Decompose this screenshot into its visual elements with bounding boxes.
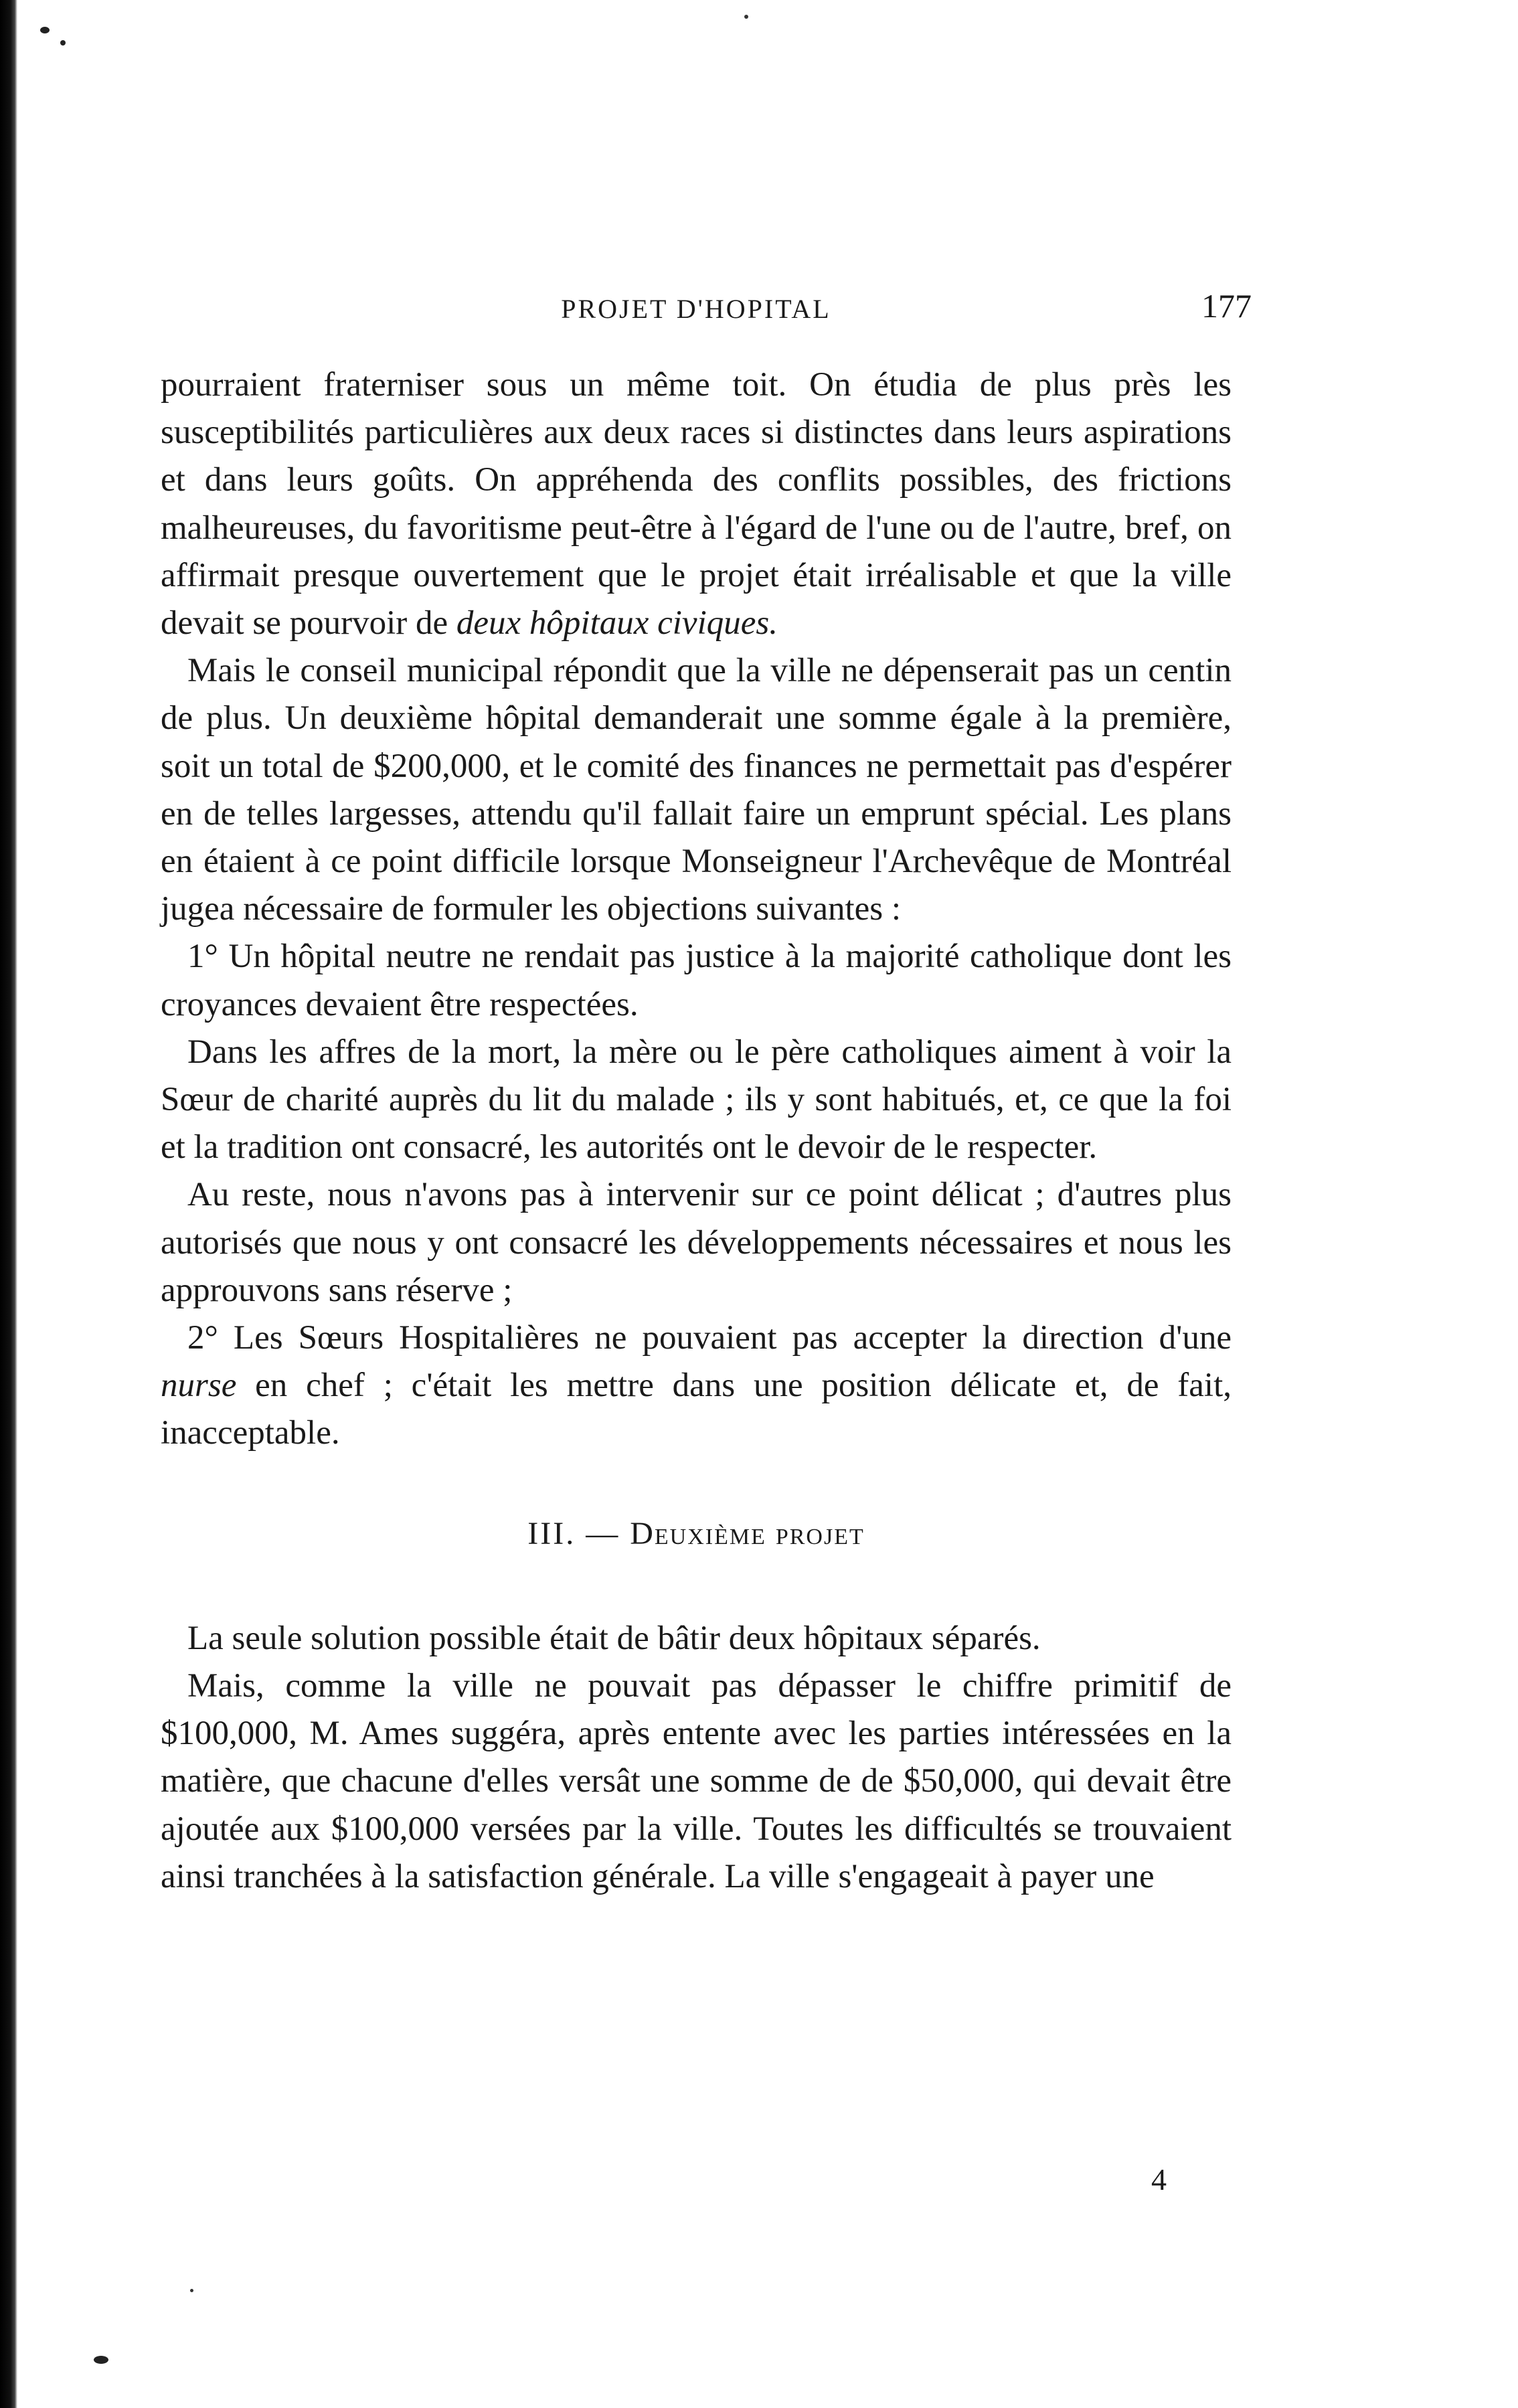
paragraph-1-text: pourraient fraterniser sous un même toit. On étudia de plus près les susceptibilités particulières aux deux races si distinctes dans leurs aspirations et dans leurs goûts. On appréhenda des conflits possibles, des frictions malheureuses, du favoritisme peut-être à l'égard de l'une ou de l'autre, bref, on affirmait presque ouvertement que le projet était irréalisable et que la ville devait se pourvoir de: [161, 366, 1232, 642]
section-heading: [161, 1510, 1232, 1557]
paragraph-3: 1° Un hôpital neutre ne rendait pas justice à la majorité catholique dont les croyances devaient être respectées.: [161, 938, 1232, 1023]
running-head: [161, 281, 1252, 328]
paragraph-6-text-b: en chef ; c'était les mettre dans une position délicate et, de fait, inacceptable.: [161, 1367, 1232, 1452]
paragraph-5: Au reste, nous n'avons pas à intervenir sur ce point délicat ; d'autres plus autorisés que nous y ont consacré les développements nécessaires et nous les approuvons sans réserve ;: [161, 1176, 1232, 1309]
paragraph-7: La seule solution possible était de bâtir deux hôpitaux séparés.: [187, 1619, 1041, 1657]
binding-speck: [40, 27, 50, 33]
running-title: PROJET D'HOPITAL: [561, 294, 831, 324]
paragraph-2: Mais le conseil municipal répondit que la ville ne dépenserait pas un centin de plus. Un deuxième hôpital demanderait une somme égale à la première, soit un total de $200,000, et le comité des finances ne permettait pas d'espérer en de telles largesses, attendu qu'il fallait faire un emprunt spécial. Les plans en étaient à ce point difficile lorsque Monseigneur l'Archevêque de Montréal jugea nécessaire de formuler les objections suivantes :: [161, 652, 1232, 928]
section-heading-number: III. —: [527, 1515, 630, 1551]
page-binding-edge: [0, 0, 17, 2408]
binding-speck: [60, 40, 66, 46]
binding-speck: [94, 2356, 108, 2364]
paragraph-6-italic: nurse: [161, 1367, 237, 1405]
paragraph-6-text-a: 2° Les Sœurs Hospitalières ne pouvaient pas accepter la direction d'une: [187, 1319, 1232, 1357]
book-page: [161, 281, 1252, 1901]
page-number: 177: [1201, 287, 1252, 325]
section-heading-title: Deuxième projet: [630, 1515, 865, 1551]
paragraph-1-italic: deux hôpitaux civiques.: [456, 604, 778, 642]
paragraph-6: [161, 1314, 1232, 1458]
body-text: [161, 361, 1232, 1901]
signature-mark: 4: [1151, 2162, 1167, 2197]
paragraph-4: Dans les affres de la mort, la mère ou le père catholiques aiment à voir la Sœur de charité auprès du lit du malade ; ils y sont habitués, et, ce que la foi et la tradition ont consacré, les autorités ont le devoir de le respecter.: [161, 1033, 1232, 1167]
stray-dot: [190, 2289, 193, 2292]
paragraph-1: [161, 361, 1232, 647]
stray-dot: [744, 15, 748, 19]
paragraph-8: Mais, comme la ville ne pouvait pas dépasser le chiffre primitif de $100,000, M. Ames suggéra, après entente avec les parties intéressées en la matière, que chacune d'elles versât une somme de de $50,000, qui devait être ajoutée aux $100,000 versées par la ville. Toutes les difficultés se trouvaient ainsi tranchées à la satisfaction générale. La ville s'engageait à payer une: [161, 1667, 1232, 1895]
